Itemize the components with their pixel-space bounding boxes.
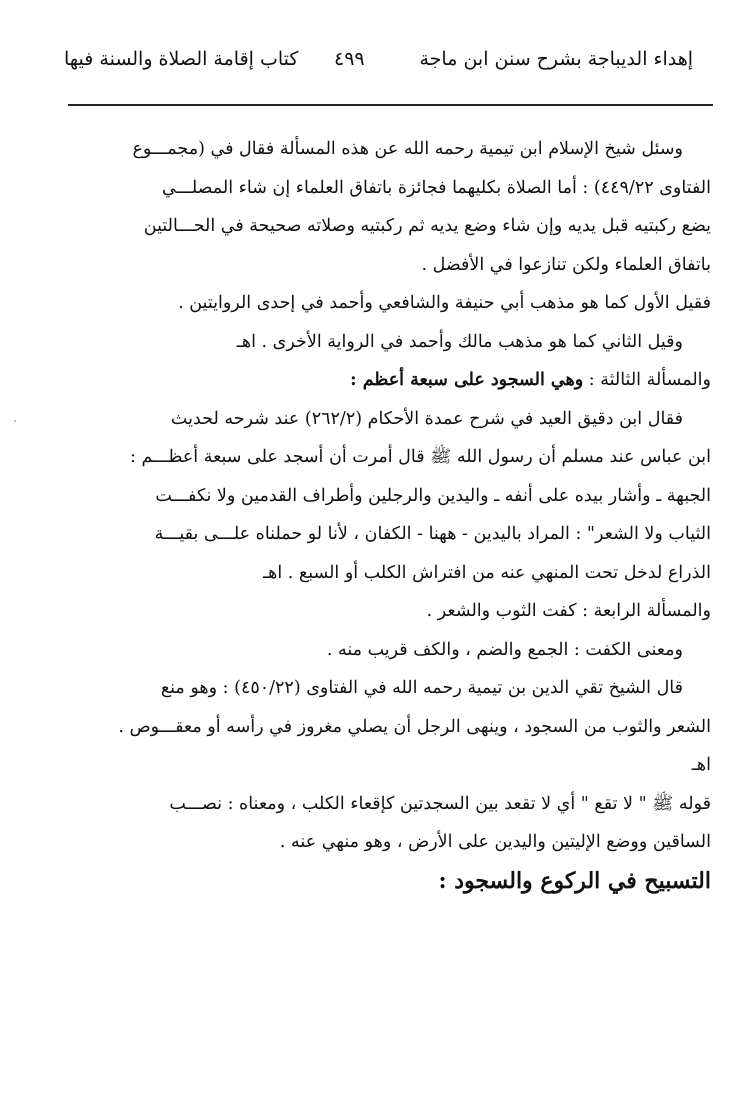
- issue-label: والمسألة الثالثة :: [588, 370, 711, 390]
- header-book-title: إهداء الديباجة بشرح سنن ابن ماجة: [419, 48, 693, 70]
- text-line: والمسألة الرابعة : كفت الثوب والشعر .: [426, 601, 711, 621]
- issue-title: وهي السجود على سبعة أعظم :: [350, 370, 584, 390]
- text-line: فقال ابن دقيق العيد في شرح عمدة الأحكام (٢٦٢/٢) عند شرحه لحديث: [170, 408, 683, 429]
- text-line: الفتاوى ٤٤٩/٢٢) : أما الصلاة بكليهما فجائزة باتفاق العلماء إن شاء المصلـــي: [161, 177, 711, 198]
- text-line: يضع ركبتيه قبل يديه وإن شاء وضع يديه ثم ركبتيه وصلاته صحيحة في الحـــالتين: [143, 216, 711, 236]
- text-line: الشعر والثوب من السجود ، وينهى الرجل أن يصلي مغروز في رأسه أو معقـــوص .: [118, 716, 711, 737]
- text-line: الثياب ولا الشعر" : المراد باليدين - ههنا - الكفان ، لأنا لو حملناه علـــى بقيـــة: [154, 524, 711, 544]
- text-line: وسئل شيخ الإسلام ابن تيمية رحمه الله عن هذه المسألة فقال في (مجمـــوع: [132, 139, 683, 159]
- final-heading: التسبيح في الركوع والسجود :: [438, 867, 711, 894]
- text-line: الساقين ووضع الإليتين واليدين على الأرض ، وهو منهي عنه .: [279, 832, 711, 852]
- text-line: الذراع لدخل تحت المنهي عنه من افتراش الكلب أو السبع . اهـ: [262, 562, 711, 583]
- text-line: ومعنى الكفت : الجمع والضم ، والكف قريب منه .: [326, 639, 683, 660]
- text-line: الجبهة ـ وأشار بيده على أنفه ـ واليدين والرجلين وأطراف القدمين ولا نكفـــت: [155, 485, 711, 506]
- text-line: باتفاق العلماء ولكن تنازعوا في الأفضل .: [421, 254, 711, 275]
- header-divider: [68, 104, 713, 106]
- text-line: ابن عباس عند مسلم أن رسول الله ﷺ قال أمرت أن أسجد على سبعة أعظـــم :: [129, 447, 711, 467]
- running-header: [64, 44, 693, 84]
- header-page-number: ٤٩٩: [334, 48, 365, 70]
- text-line: قوله ﷺ " لا تقع " أي لا تقعد بين السجدتين كإقعاء الكلب ، ومعناه : نصـــب: [169, 793, 711, 814]
- text-line: اهـ: [691, 755, 711, 775]
- text-line: وقيل الثاني كما هو مذهب مالك وأحمد في الرواية الأخرى . اهـ: [236, 331, 683, 352]
- header-chapter-title: كتاب إقامة الصلاة والسنة فيها: [64, 48, 299, 70]
- scan-speck: [14, 420, 16, 422]
- page-body: [66, 130, 711, 900]
- text-line: فقيل الأول كما هو مذهب أبي حنيفة والشافعي وأحمد في إحدى الروايتين .: [178, 293, 711, 313]
- text-line: قال الشيخ تقي الدين بن تيمية رحمه الله في الفتاوى (٤٥٠/٢٢) : وهو منع: [160, 678, 683, 698]
- section-heading-line: [66, 361, 711, 400]
